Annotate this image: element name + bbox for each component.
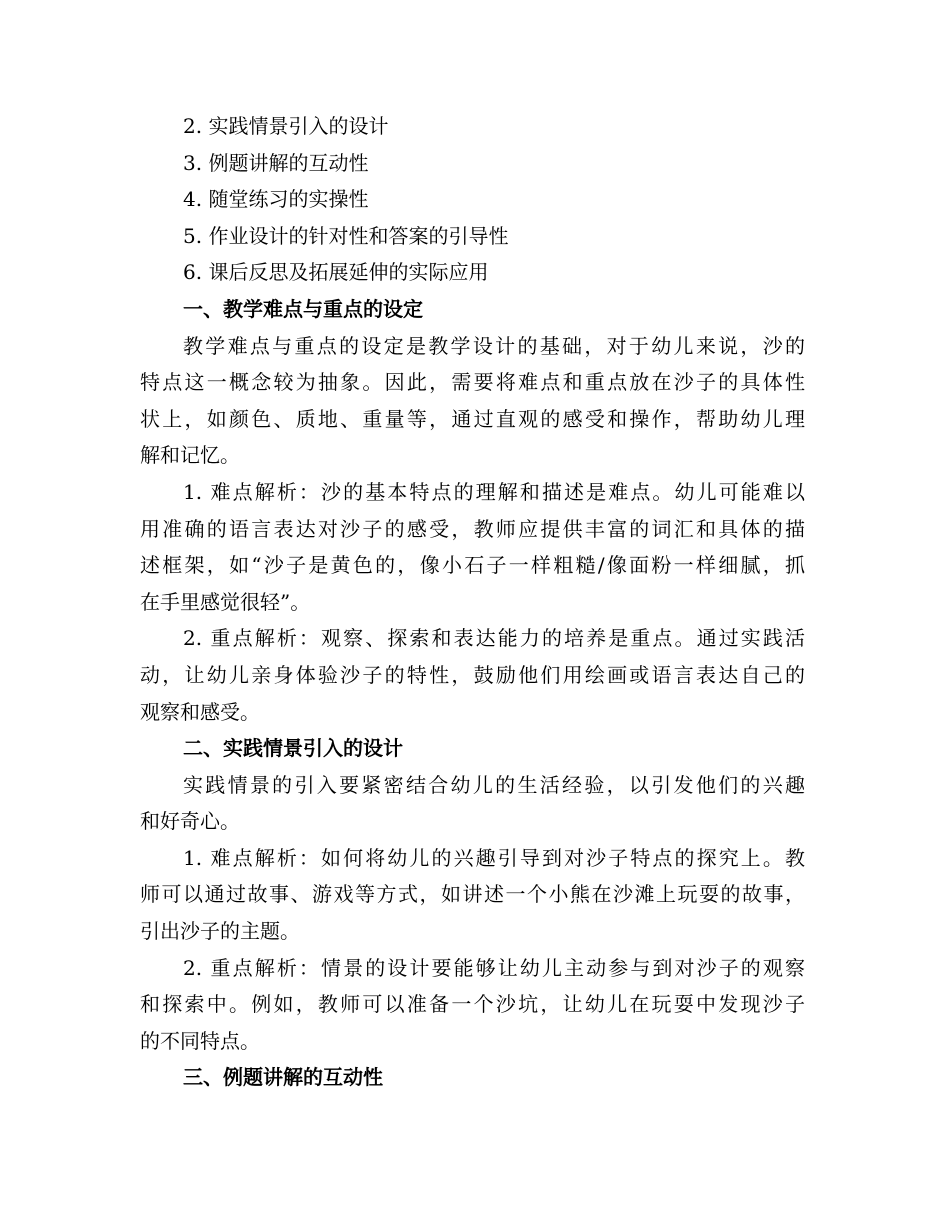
toc-item: 6. 课后反思及拓展延伸的实际应用 [183, 260, 489, 285]
paragraph-line: 的不同特点。 [140, 1028, 260, 1053]
paragraph-line: 2. 重点解析：情景的设计要能够让幼儿主动参与到对沙子的观察 [183, 955, 805, 980]
section-heading: 三、例题讲解的互动性 [183, 1065, 383, 1090]
paragraph-line: 师可以通过故事、游戏等方式，如讲述一个小熊在沙滩上玩耍的故事， [140, 882, 805, 907]
paragraph-line: 1. 难点解析：沙的基本特点的理解和描述是难点。幼儿可能难以 [183, 479, 805, 504]
paragraph-line: 教学难点与重点的设定是教学设计的基础，对于幼儿来说，沙的 [183, 333, 805, 358]
toc-item: 4. 随堂练习的实操性 [183, 187, 369, 212]
paragraph-line: 在手里感觉很轻”。 [140, 589, 311, 614]
paragraph-line: 和探索中。例如，教师可以准备一个沙坑，让幼儿在玩耍中发现沙子 [140, 992, 805, 1017]
toc-item: 3. 例题讲解的互动性 [183, 150, 369, 175]
document-body [140, 108, 805, 1096]
paragraph-line: 和好奇心。 [140, 809, 240, 834]
paragraph-line: 特点这一概念较为抽象。因此，需要将难点和重点放在沙子的具体性 [140, 370, 805, 395]
paragraph-line: 2. 重点解析：观察、探索和表达能力的培养是重点。通过实践活 [183, 626, 805, 651]
paragraph-line: 动，让幼儿亲身体验沙子的特性，鼓励他们用绘画或语言表达自己的 [140, 662, 805, 687]
paragraph-line: 述框架，如“沙子是黄色的，像小石子一样粗糙/像面粉一样细腻，抓 [140, 553, 805, 578]
paragraph-line: 状上，如颜色、质地、重量等，通过直观的感受和操作，帮助幼儿理 [140, 406, 805, 431]
toc-item: 2. 实践情景引入的设计 [183, 114, 389, 138]
paragraph-line: 实践情景的引入要紧密结合幼儿的生活经验，以引发他们的兴趣 [183, 772, 805, 797]
paragraph-line: 用准确的语言表达对沙子的感受，教师应提供丰富的词汇和具体的描 [140, 516, 805, 541]
paragraph-line: 观察和感受。 [140, 699, 260, 724]
section-heading: 二、实践情景引入的设计 [183, 736, 403, 761]
section-heading: 一、教学难点与重点的设定 [183, 296, 423, 321]
paragraph-line: 1. 难点解析：如何将幼儿的兴趣引导到对沙子特点的探究上。教 [183, 845, 805, 870]
paragraph-line: 引出沙子的主题。 [140, 919, 300, 944]
paragraph-line: 解和记忆。 [140, 443, 240, 468]
toc-item: 5. 作业设计的针对性和答案的引导性 [183, 223, 509, 248]
